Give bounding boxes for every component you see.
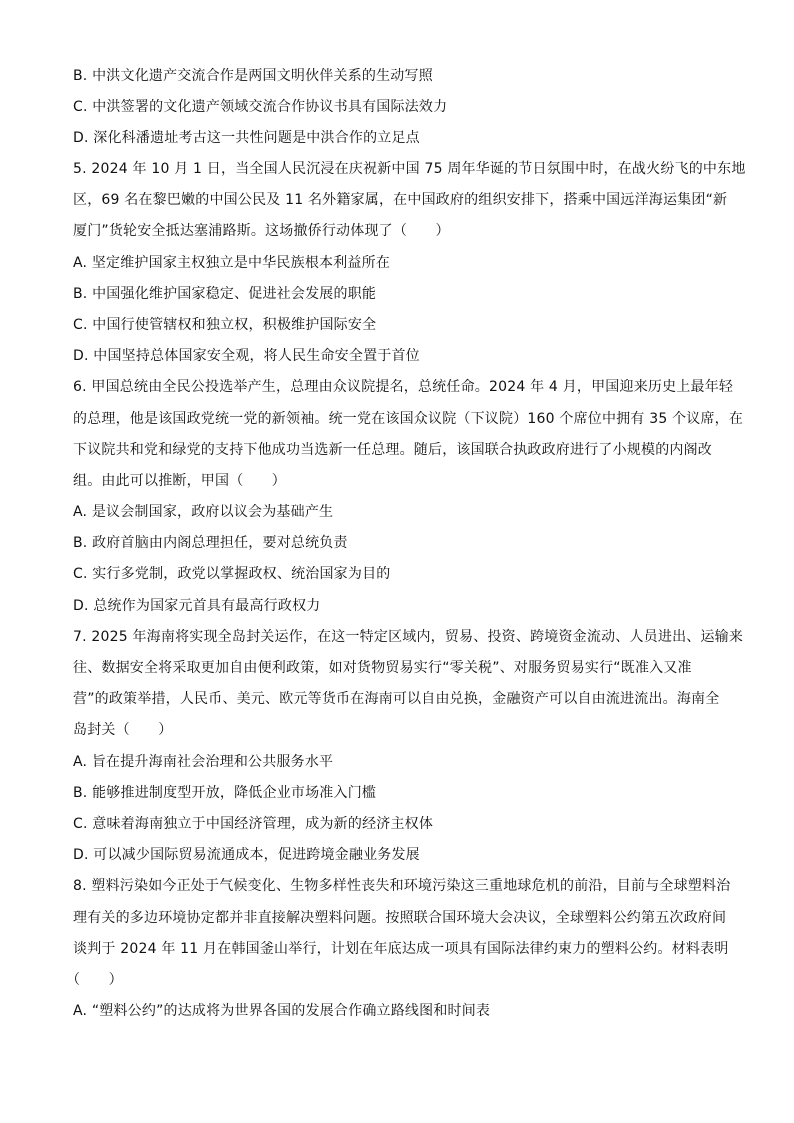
option-d-q6: D. 总统作为国家元首具有最高行政权力 xyxy=(73,598,321,614)
option-b-q5: B. 中国强化维护国家稳定、促进社会发展的职能 xyxy=(73,286,377,302)
question-6-line-3: 下议院共和党和绿党的支持下他成功当选新一任总理。随后，该国联合执政政府进行了小规模的内阁改 xyxy=(73,442,712,458)
option-c-q4: C. 中洪签署的文化遗产领域交流合作协议书具有国际法效力 xyxy=(73,99,448,115)
question-8-line-3: 谈判于 2024 年 11 月在韩国釜山举行，计划在年底达成一项具有国际法律约束力的塑料公约。材料表明 xyxy=(73,941,729,957)
option-b-q7: B. 能够推进制度型开放，降低企业市场准入门槛 xyxy=(73,785,377,801)
option-d-q5: D. 中国坚持总体国家安全观，将人民生命安全置于首位 xyxy=(73,348,420,364)
question-5-line-1: 5. 2024 年 10 月 1 日，当全国人民沉浸在庆祝新中国 75 周年华诞的节日氛围中时，在战火纷飞的中东地 xyxy=(73,161,746,177)
question-5-line-2: 区，69 名在黎巴嫩的中国公民及 11 名外籍家属，在中国政府的组织安排下，搭乘中国远洋海运集团“新 xyxy=(73,192,728,208)
question-7-line-4: 岛封关（ ） xyxy=(73,722,173,738)
question-8-line-1: 8. 塑料污染如今正处于气候变化、生物多样性丧失和环境污染这三重地球危机的前沿，目前与全球塑料治 xyxy=(73,878,731,894)
question-6-line-4: 组。由此可以推断，甲国（ ） xyxy=(73,473,286,489)
question-8-line-4: （ ） xyxy=(66,972,123,988)
option-a-q6: A. 是议会制国家，政府以议会为基础产生 xyxy=(73,504,334,520)
question-7-line-1: 7. 2025 年海南将实现全岛封关运作，在这一特定区域内，贸易、投资、跨境资金流动、人员进出、运输来 xyxy=(73,629,744,645)
question-8-line-2: 理有关的多边环境协定都并非直接解决塑料问题。按照联合国环境大会决议，全球塑料公约第五次政府间 xyxy=(73,910,727,926)
option-a-q5: A. 坚定维护国家主权独立是中华民族根本利益所在 xyxy=(73,255,391,271)
option-c-q5: C. 中国行使管辖权和独立权，积极维护国际安全 xyxy=(73,317,377,333)
option-c-q7: C. 意味着海南独立于中国经济管理，成为新的经济主权体 xyxy=(73,816,434,832)
option-d-q4: D. 深化科潘遗址考古这一共性问题是中洪合作的立足点 xyxy=(73,130,420,146)
question-5-line-3: 厦门”货轮安全抵达塞浦路斯。这场撤侨行动体现了（ ） xyxy=(73,223,450,239)
question-7-line-3: 营”的政策举措，人民币、美元、欧元等货币在海南可以自由兑换，金融资产可以自由流进流出。海南全 xyxy=(73,691,720,707)
question-6-line-1: 6. 甲国总统由全民公投选举产生，总理由众议院提名，总统任命。2024 年 4 月，甲国迎来历史上最年轻 xyxy=(73,379,734,395)
option-a-q8: A. “塑料公约”的达成将为世界各国的发展合作确立路线图和时间表 xyxy=(73,1003,491,1019)
question-6-line-2: 的总理，他是该国政党统一党的新领袖。统一党在该国众议院（下议院）160 个席位中拥有 35 个议席，在 xyxy=(73,411,744,427)
option-b-q6: B. 政府首脑由内阁总理担任，要对总统负责 xyxy=(73,535,348,551)
question-7-line-2: 往、数据安全将采取更加自由便利政策，如对货物贸易实行“零关税”、对服务贸易实行“既准入又准 xyxy=(73,660,692,676)
option-a-q7: A. 旨在提升海南社会治理和公共服务水平 xyxy=(73,754,334,770)
option-c-q6: C. 实行多党制，政党以掌握政权、统治国家为目的 xyxy=(73,566,391,582)
option-b-q4: B. 中洪文化遗产交流合作是两国文明伙伴关系的生动写照 xyxy=(73,68,433,84)
option-d-q7: D. 可以减少国际贸易流通成本，促进跨境金融业务发展 xyxy=(73,847,420,863)
